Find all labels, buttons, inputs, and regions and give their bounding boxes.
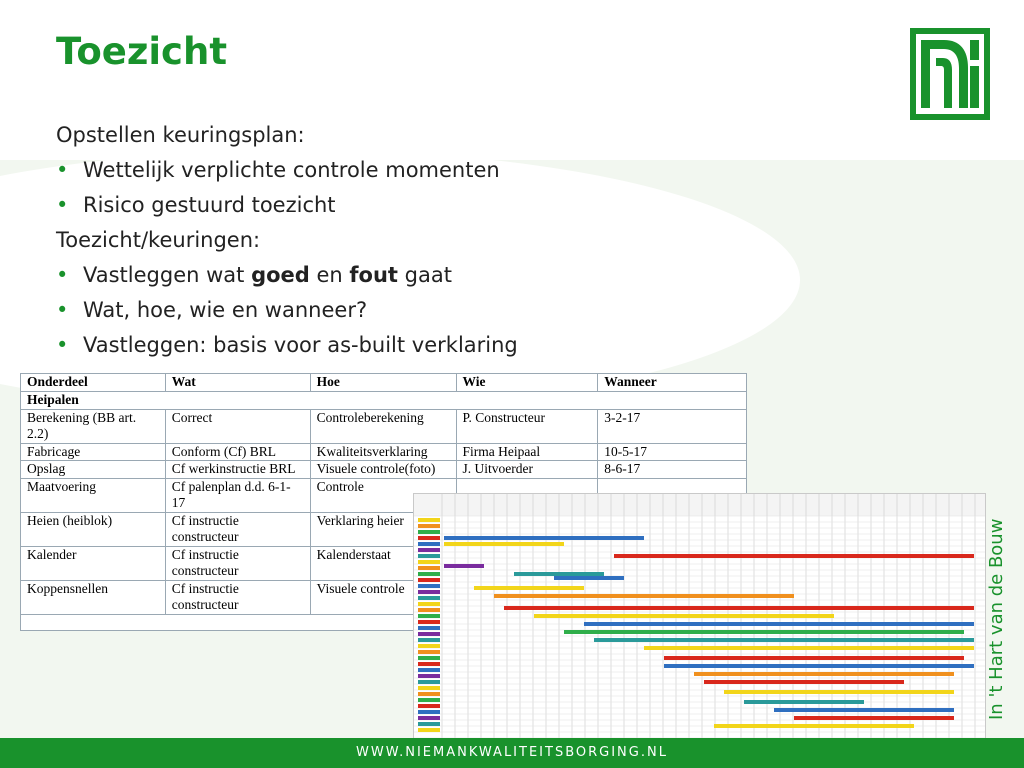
gantt-task-label xyxy=(418,716,440,720)
gantt-task-label xyxy=(418,614,440,618)
gantt-task-label xyxy=(418,542,440,546)
gantt-bar xyxy=(774,708,954,712)
table-cell: Visuele controle(foto) xyxy=(310,461,456,479)
gantt-bar xyxy=(664,664,974,668)
table-cell: Controleberekening xyxy=(310,409,456,443)
nkb-logo-icon xyxy=(910,28,990,120)
bullet-line xyxy=(56,258,676,293)
table-cell: Verklaring heier xyxy=(310,512,456,546)
gantt-bar xyxy=(444,564,484,568)
gantt-task-label xyxy=(418,548,440,552)
table-row xyxy=(21,443,747,461)
table-cell: Maatvoering xyxy=(21,478,166,512)
gantt-bar xyxy=(534,614,834,618)
slide-title: Toezicht xyxy=(56,30,228,73)
line-text: Vastleggen wat xyxy=(83,263,252,287)
gantt-header xyxy=(414,494,985,516)
table-cell: Heien (heiblok) xyxy=(21,512,166,546)
gantt-bar xyxy=(564,630,964,634)
table-header-row xyxy=(21,374,747,392)
header-onderdeel: Onderdeel xyxy=(21,374,166,392)
table-cell: Kwaliteitsverklaring xyxy=(310,443,456,461)
bullet-line xyxy=(56,153,676,188)
bullet-icon: • xyxy=(56,158,69,182)
table-cell: Koppensnellen xyxy=(21,580,166,614)
gantt-task-label xyxy=(418,530,440,534)
line-text: gaat xyxy=(397,263,452,287)
bullet-icon: • xyxy=(56,263,69,287)
table-cell: Cf werkinstructie BRL xyxy=(165,461,310,479)
gantt-bar xyxy=(704,680,904,684)
table-cell: 10-5-17 xyxy=(598,443,747,461)
line-text: Vastleggen: basis voor as-built verklaring xyxy=(83,333,518,357)
group-label: Heipalen xyxy=(21,392,747,410)
line-text: Opstellen keuringsplan: xyxy=(56,123,305,147)
gantt-bar xyxy=(504,606,974,610)
line-text: Toezicht/keuringen: xyxy=(56,228,261,252)
header-wanneer: Wanneer xyxy=(598,374,747,392)
table-cell: Cf palenplan d.d. 6-1-17 xyxy=(165,478,310,512)
table-cell: 3-2-17 xyxy=(598,409,747,443)
header-wie: Wie xyxy=(456,374,598,392)
gantt-task-label xyxy=(418,680,440,684)
gantt-task-label xyxy=(418,704,440,708)
gantt-bar xyxy=(744,700,864,704)
gantt-task-label xyxy=(418,572,440,576)
gantt-task-label xyxy=(418,650,440,654)
gantt-bar xyxy=(724,690,954,694)
table-cell: Berekening (BB art. 2.2) xyxy=(21,409,166,443)
table-group-row xyxy=(21,392,747,410)
gantt-bar xyxy=(584,622,974,626)
gantt-bar xyxy=(554,576,624,580)
bullet-icon: • xyxy=(56,298,69,322)
table-cell: J. Uitvoerder xyxy=(456,461,598,479)
gantt-bar xyxy=(444,542,564,546)
header-wat: Wat xyxy=(165,374,310,392)
gantt-task-label xyxy=(418,632,440,636)
line-text: Risico gestuurd toezicht xyxy=(83,193,336,217)
text-line xyxy=(56,118,676,153)
gantt-task-label xyxy=(418,644,440,648)
gantt-bar xyxy=(444,536,644,540)
line-text: Wat, hoe, wie en wanneer? xyxy=(83,298,368,322)
gantt-task-label xyxy=(418,596,440,600)
gantt-task-label xyxy=(418,518,440,522)
table-cell: Conform (Cf) BRL xyxy=(165,443,310,461)
header-hoe: Hoe xyxy=(310,374,456,392)
gantt-task-label xyxy=(418,722,440,726)
gantt-bar xyxy=(644,646,974,650)
table-cell: Kalender xyxy=(21,546,166,580)
gantt-task-label xyxy=(418,536,440,540)
gantt-task-label xyxy=(418,638,440,642)
gantt-task-label xyxy=(418,524,440,528)
gantt-bar xyxy=(474,586,584,590)
footer-url: WWW.NIEMANKWALITEITSBORGING.NL xyxy=(356,745,668,760)
gantt-task-label xyxy=(418,626,440,630)
gantt-task-label xyxy=(418,554,440,558)
gantt-task-label xyxy=(418,710,440,714)
bullet-icon: • xyxy=(56,333,69,357)
table-cell: 8-6-17 xyxy=(598,461,747,479)
body-text xyxy=(56,118,676,363)
gantt-task-label xyxy=(418,656,440,660)
table-cell: Visuele controle xyxy=(310,580,456,614)
gantt-bar xyxy=(514,572,604,576)
table-cell: Opslag xyxy=(21,461,166,479)
table-cell: Fabricage xyxy=(21,443,166,461)
table-cell: Firma Heipaal xyxy=(456,443,598,461)
bullet-line xyxy=(56,328,676,363)
table-cell: Cf instructie constructeur xyxy=(165,546,310,580)
gantt-task-label xyxy=(418,686,440,690)
emphasis-fout: fout xyxy=(349,263,398,287)
gantt-bar xyxy=(714,724,914,728)
gantt-task-label xyxy=(418,668,440,672)
gantt-bar xyxy=(694,672,954,676)
gantt-task-label xyxy=(418,602,440,606)
gantt-task-label xyxy=(418,698,440,702)
gantt-bar xyxy=(614,554,974,558)
gantt-task-label xyxy=(418,560,440,564)
text-line xyxy=(56,223,676,258)
gantt-task-label xyxy=(418,662,440,666)
emphasis-goed: goed xyxy=(251,263,310,287)
table-row xyxy=(21,461,747,479)
gantt-task-label xyxy=(418,692,440,696)
table-cell: Correct xyxy=(165,409,310,443)
tagline: In 't Hart van de Bouw xyxy=(986,518,1007,720)
table-cell: Cf instructie constructeur xyxy=(165,512,310,546)
gantt-task-label xyxy=(418,590,440,594)
table-row xyxy=(21,409,747,443)
table-cell: Kalenderstaat xyxy=(310,546,456,580)
gantt-task-label xyxy=(418,578,440,582)
line-text: en xyxy=(309,263,350,287)
planning-gantt-image xyxy=(413,493,986,740)
gantt-task-label xyxy=(418,608,440,612)
gantt-bar xyxy=(664,656,964,660)
gantt-task-label xyxy=(418,674,440,678)
gantt-task-label xyxy=(418,566,440,570)
gantt-bar xyxy=(794,716,954,720)
table-cell: Controle xyxy=(310,478,456,512)
gantt-bar xyxy=(594,638,974,642)
bullet-icon: • xyxy=(56,193,69,217)
gantt-task-label xyxy=(418,620,440,624)
gantt-task-label xyxy=(418,728,440,732)
footer-bar xyxy=(0,738,1024,768)
table-cell: P. Constructeur xyxy=(456,409,598,443)
bullet-line xyxy=(56,293,676,328)
gantt-bar xyxy=(494,594,794,598)
bullet-line xyxy=(56,188,676,223)
table-cell: Cf instructie constructeur xyxy=(165,580,310,614)
line-text: Wettelijk verplichte controle momenten xyxy=(83,158,500,182)
gantt-task-label xyxy=(418,584,440,588)
